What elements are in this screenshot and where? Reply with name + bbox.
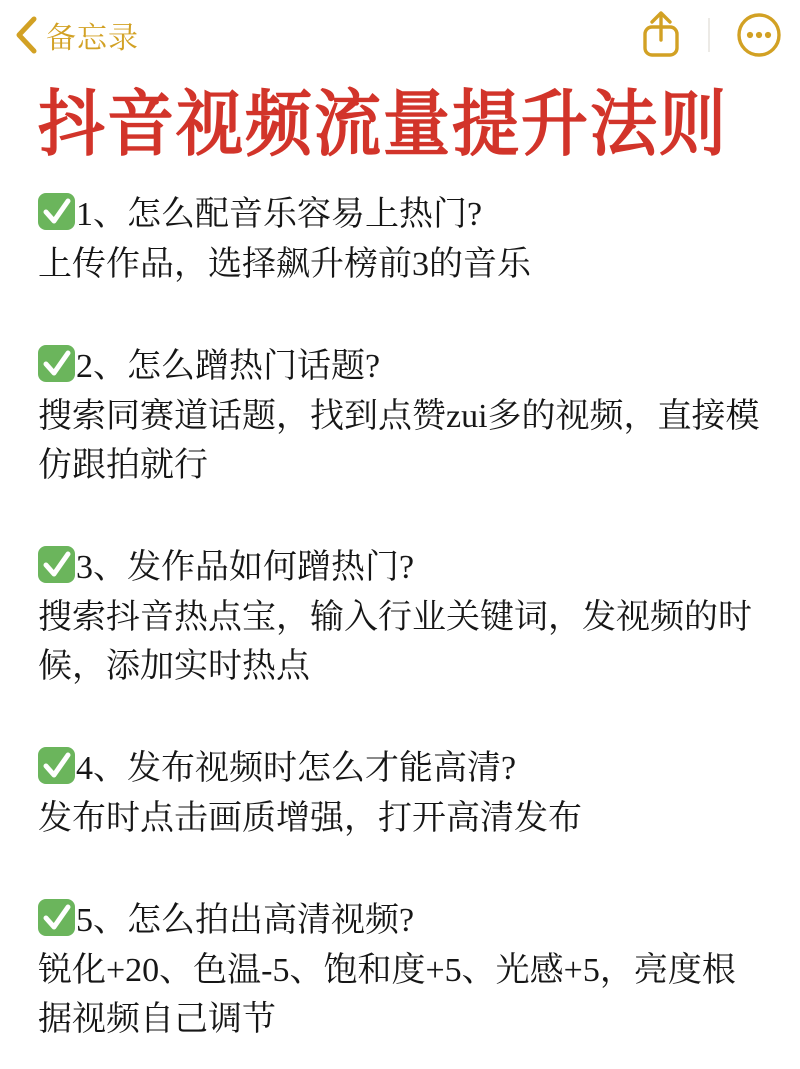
tip-answer: 上传作品，选择飙升榜前3的音乐: [38, 245, 531, 283]
green-check-icon: [38, 193, 75, 230]
question-text: 5、怎么拍出高清视频?: [76, 901, 415, 939]
tip-section-4: [38, 744, 760, 843]
share-button[interactable]: [640, 10, 682, 60]
tip-answer: 搜索抖音热点宝，输入行业关键词，发视频的时候，添加实时热点: [38, 598, 752, 685]
tip-section-3: [38, 543, 760, 691]
green-check-icon: [38, 546, 75, 583]
nav-actions: [640, 10, 782, 60]
tip-question: [38, 744, 760, 793]
back-label: 备忘录: [46, 22, 139, 55]
question-text: 1、怎么配音乐容易上热门?: [76, 195, 483, 233]
question-text: 2、怎么蹭热门话题?: [76, 347, 381, 385]
green-check-icon: [38, 899, 75, 936]
ellipsis-circle-icon: [736, 46, 782, 61]
tip-answer: 搜索同赛道话题，找到点赞zui多的视频，直接模仿跟拍就行: [38, 397, 760, 484]
tip-question: [38, 896, 760, 945]
navbar: [0, 0, 800, 62]
more-button[interactable]: [736, 12, 782, 58]
note-title: 抖音视频流量提升法则: [38, 84, 728, 166]
note-content: [0, 62, 800, 1044]
tip-section-1: [38, 190, 760, 289]
tip-question: [38, 190, 760, 239]
green-check-icon: [38, 345, 75, 382]
tip-answer: 发布时点击画质增强，打开高清发布: [38, 799, 582, 837]
tip-question: [38, 342, 760, 391]
tip-section-2: [38, 342, 760, 490]
tip-question: [38, 543, 760, 592]
question-text: 4、发布视频时怎么才能高清?: [76, 749, 517, 787]
green-check-icon: [38, 747, 75, 784]
question-text: 3、发作品如何蹭热门?: [76, 548, 415, 586]
share-icon: [640, 48, 682, 63]
chevron-left-icon: [14, 15, 38, 55]
tip-section-5: [38, 896, 760, 1044]
back-button[interactable]: [14, 13, 139, 57]
nav-divider: [708, 18, 710, 52]
tip-answer: 锐化+20、色温-5、饱和度+5、光感+5，亮度根据视频自己调节: [38, 951, 736, 1038]
